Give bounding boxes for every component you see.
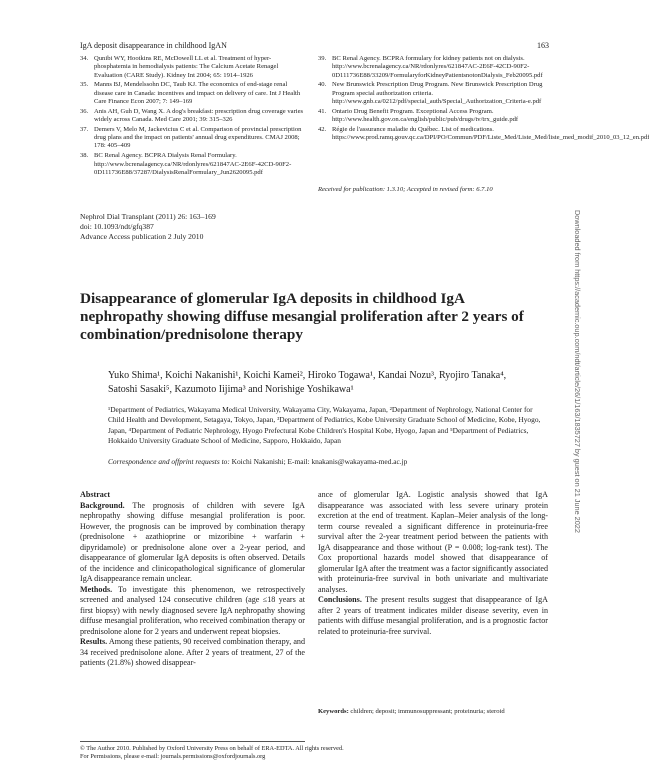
copyright: © The Author 2010. Published by Oxford University Press on behalf of ERA-EDTA. All rights reserved. [80,745,344,752]
footer [80,745,550,761]
author-list [108,369,558,396]
keywords: Keywords: children; deposit; immunosuppressant; proteinuria; steroid [318,708,505,715]
reference-item: 37. Demers V, Melo M, Jackevicius C et al. Comparison of provincial prescription drug plans and the impact on patients' annual drug expenditures. CMAJ 2008; 178: 405–409 [80,125,302,150]
article-title: Disappearance of glomerular IgA deposits in childhood IgA nephropathy showing diffuse mesangial proliferation after 2 years of combination/prednisolone therapy [80,290,524,343]
received-dates: Received for publication: 1.3.10; Accepted in revised form: 6.7.10 [318,186,493,193]
journal-citation: Nephrol Dial Transplant (2011) 26: 163–169 [80,212,216,221]
advance-access: Advance Access publication 2 July 2010 [80,231,204,241]
abstract-background: Background. The prognosis of children with severe IgA nephropathy showing diffuse mesangial proliferation is poor. However, the prognosis can be improved by combination therapy (prednisolone + azathioprine or mizoribine + warfarin + dipyridamole) or prednisolone alone over a 2-year period, and disappearance of glomerular IgA deposits is often observed. Details of the incidence and clinicopathological significance of glomerular IgA disappearance remain unclear. [80,500,305,583]
reference-item: 34. Qunibi WY, Hootkins RE, McDowell LL et al. Treatment of hyper-phosphatemia in hemodialysis patients: The Calcium Acetate Renagel Evaluation (CARE Study). Kidney Int 2004; 65: 1914–1926 [80,55,279,79]
download-notice: Downloaded from https://academic.oup.com/ndt/article/26/1/163/1835727 by guest on 21 June 2022 [573,210,582,533]
correspondence-label: Correspondence and offprint requests to: [108,457,230,466]
abstract-conclusions: Conclusions. The present results suggest that disappearance of IgA after 2 years of treatment indicates milder disease severity, even in patients with diffuse mesangial proliferation, and is a prognostic factor related to proteinuria-free survival. [318,595,548,636]
references-left-column [80,55,305,179]
author-line: Satoshi Sasaki⁵, Kazumoto Iijima³ and Norishige Yoshikawa¹ [108,383,354,395]
running-title: IgA deposit disappearance in childhood IgAN [80,41,227,50]
permissions: For Permissions, please e-mail: journals.permissions@oxfordjournals.org [80,753,266,760]
abstract-results: Results. Among these patients, 90 received combination therapy, and 34 received prednisolone alone. After 2 years of treatment, 27 of the patients (21.8%) showed disappear- [80,637,305,667]
reference-item: 40. New Brunswick Prescription Drug Program. New Brunswick Prescription Drug Program special authorization criteria. http://www.gnb.ca/0212/pdf/special_auth/Special_Authorization_Criteria-e.pdf [318,81,543,105]
reference-item: 41. Ontario Drug Benefit Program. Exceptional Access Program. http://www.health.gov.on.ca/english/public/pub/drugs/tv/trx_guide.pdf [318,107,519,124]
affiliations: ¹Department of Pediatrics, Wakayama Medical University, Wakayama City, Wakayama, Japan, ²Department of Nephrology, National Center for Child Health and Development, Setagaya, Tokyo, Japan, ³Department of Pediatrics, Kobe University Graduate School of Medicine, Kobe, Hyogo, Japan, ⁴Department of Pediatric Nephrology, Hyogo Prefectural Kobe Children's Hospital Kobe, Hyogo, Japan and ⁵Department of Pediatrics, Hokkaido University Graduate School of Medicine, Sapporo, Hokkaido, Japan [108,405,541,445]
correspondence [108,457,548,466]
abstract-results-continued: ance of glomerular IgA. Logistic analysis showed that IgA disappearance was associated with less severe urinary protein excretion at the end of treatment. Kaplan–Meier analysis of the long-term course revealed a significant difference in proteinuria-free survival after the 2-year treatment period between the patients with IgA disappearance and those without (P = 0.008; log-rank test). The Cox proportional hazards model showed that disappearance of glomerular IgA after the treatment was a factor significantly associated with proteinuria-free survival in both univariate and multivariate analyses. [318,490,548,594]
reference-item: 39. BC Renal Agency. BCPRA formulary for kidney patients not on dialysis. http://www.bcrenalagency.ca/NR/rdonlyres/621847AC-2E6F-42CD-90F2-0D111736E88/33209/FormularyforKidneyPatientsnotonDialysis_Feb20095.pdf [318,55,543,79]
journal-info [80,212,216,241]
reference-item: 36. Anis AH, Guh D, Wang X. A dog's breakfast: prescription drug coverage varies widely across Canada. Med Care 2001; 39: 315–326 [80,107,304,124]
reference-item: 38. BC Renal Agency. BCPRA Dialysis Renal Formulary. http://www.bcrenalagency.ca/NR/rdonlyres/621847AC-2E6F-42CD-90F2-0D111736E88/37287/DialysisRenalFormulary_Jun2620095.pdf [80,152,292,176]
page-number: 163 [537,41,549,50]
footer-divider [80,741,305,742]
references-right-column [318,55,649,144]
correspondence-text: Koichi Nakanishi; E-mail: knakanis@wakayama-med.ac.jp [229,457,408,466]
reference-item: 42. Régie de l'assurance maladie du Québec. List of medications. https://www.prod.ramq.gouv.qc.ca/DPI/PO/Commun/PDF/Liste_Med/Liste_Med/liste_med_modif_2010_03_12_en.pdf [318,125,649,142]
abstract-heading: Abstract [80,490,111,499]
reference-item: 35. Manns BJ, Mendelssohn DC, Taub KJ. The economics of end-stage renal disease care in Canada: incentives and impact on delivery of care. Int J Health Care Finance Econ 2007; 7: 149–169 [80,81,301,105]
author-line: Yuko Shima¹, Koichi Nakanishi¹, Koichi Kamei², Hiroko Togawa¹, Kandai Nozu³, Ryojiro Tanaka⁴, [108,370,507,381]
doi: doi: 10.1093/ndt/gfq387 [80,221,154,231]
abstract-left-column [80,490,305,669]
abstract-right-column [318,490,548,637]
abstract-methods: Methods. To investigate this phenomenon, we retrospectively screened and analysed 124 consecutive children (age ≤18 years at first biopsy) with newly diagnosed severe IgA nephropathy showing diffuse mesangial proliferation, who received combination therapy or prednisolone alone for 2 years and underwent repeat biopsies. [80,584,305,636]
